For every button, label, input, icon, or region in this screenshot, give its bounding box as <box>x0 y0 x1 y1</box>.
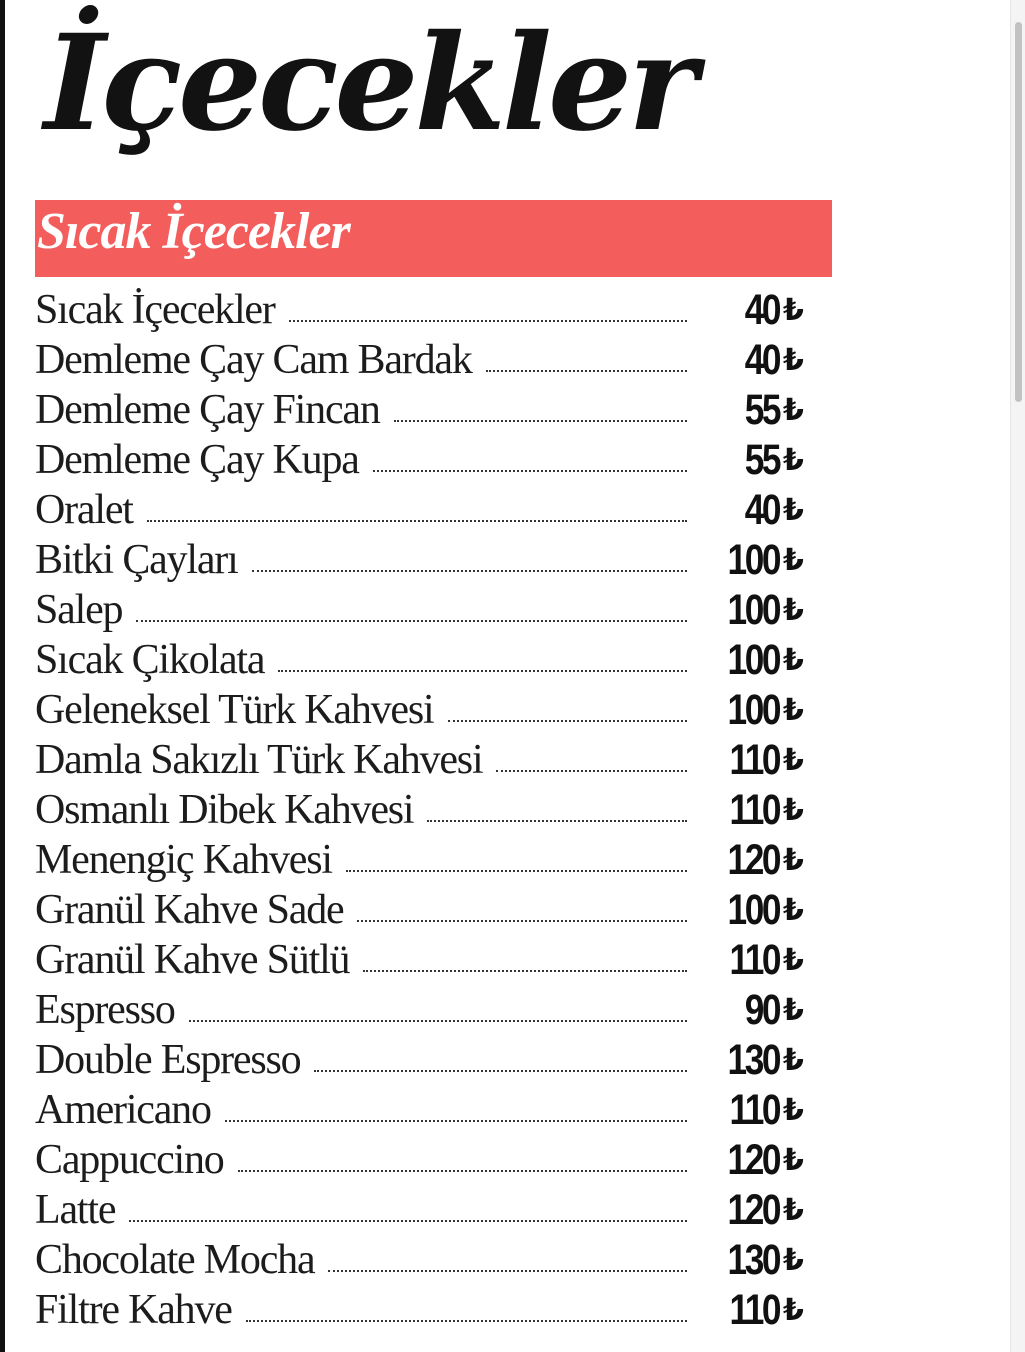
item-price: 130 <box>727 1235 779 1284</box>
item-price: 100 <box>727 685 779 734</box>
menu-item <box>35 1235 815 1285</box>
item-price: 120 <box>727 835 779 884</box>
item-price: 55 <box>744 385 779 434</box>
item-price: 110 <box>729 935 779 984</box>
dotted-leader <box>246 1320 687 1322</box>
item-name: Sıcak İçecekler <box>35 287 275 333</box>
dotted-leader <box>496 770 687 772</box>
dotted-leader <box>238 1170 687 1172</box>
lira-icon: ₺ <box>783 1292 804 1328</box>
item-name: Menengiç Kahvesi <box>35 837 332 883</box>
item-price: 110 <box>729 735 779 784</box>
menu-item <box>35 985 815 1035</box>
lira-icon: ₺ <box>783 1142 804 1178</box>
lira-icon: ₺ <box>783 992 804 1028</box>
item-price: 110 <box>729 1085 779 1134</box>
item-name: Filtre Kahve <box>35 1287 232 1333</box>
dotted-leader <box>252 570 687 572</box>
item-price: 130 <box>727 1035 779 1084</box>
item-name: Oralet <box>35 487 133 533</box>
lira-icon: ₺ <box>783 542 804 578</box>
item-name: Granül Kahve Sade <box>35 887 344 933</box>
menu-item <box>35 1135 815 1185</box>
item-price: 100 <box>727 535 779 584</box>
dotted-leader <box>394 420 687 422</box>
item-name: Double Espresso <box>35 1037 301 1083</box>
lira-icon: ₺ <box>783 892 804 928</box>
item-name: Granül Kahve Sütlü <box>35 937 350 983</box>
menu-item <box>35 535 815 585</box>
lira-icon: ₺ <box>783 792 804 828</box>
dotted-leader <box>136 620 687 622</box>
menu-item <box>35 835 815 885</box>
item-name: Salep <box>35 587 123 633</box>
item-price: 90 <box>744 985 779 1034</box>
menu-item <box>35 285 815 335</box>
dotted-leader <box>189 1020 687 1022</box>
lira-icon: ₺ <box>783 942 804 978</box>
item-name: Espresso <box>35 987 175 1033</box>
dotted-leader <box>225 1120 687 1122</box>
dotted-leader <box>147 520 687 522</box>
dotted-leader <box>363 970 687 972</box>
item-name: Americano <box>35 1087 211 1133</box>
lira-icon: ₺ <box>783 842 804 878</box>
dotted-leader <box>346 870 687 872</box>
page-left-border <box>0 0 5 1352</box>
item-price: 40 <box>744 335 779 384</box>
item-price: 40 <box>744 485 779 534</box>
lira-icon: ₺ <box>783 1242 804 1278</box>
menu-item <box>35 485 815 535</box>
lira-icon: ₺ <box>783 442 804 478</box>
item-price: 120 <box>727 1135 779 1184</box>
dotted-leader <box>278 670 687 672</box>
item-name: Damla Sakızlı Türk Kahvesi <box>35 737 483 783</box>
dotted-leader <box>427 820 687 822</box>
dotted-leader <box>289 320 687 322</box>
item-price: 40 <box>744 285 779 334</box>
menu-item <box>35 885 815 935</box>
item-name: Sıcak Çikolata <box>35 637 265 683</box>
item-price: 120 <box>727 1185 779 1234</box>
menu-item <box>35 785 815 835</box>
dotted-leader <box>129 1220 687 1222</box>
menu-item <box>35 1085 815 1135</box>
item-price: 55 <box>744 435 779 484</box>
dotted-leader <box>448 720 688 722</box>
lira-icon: ₺ <box>783 642 804 678</box>
menu-item <box>35 435 815 485</box>
item-name: Demleme Çay Fincan <box>35 387 380 433</box>
scrollbar-thumb[interactable] <box>1015 22 1022 402</box>
item-name: Latte <box>35 1187 116 1233</box>
lira-icon: ₺ <box>783 1092 804 1128</box>
item-price: 100 <box>727 885 779 934</box>
menu-item <box>35 1035 815 1085</box>
lira-icon: ₺ <box>783 292 804 328</box>
menu-item <box>35 935 815 985</box>
lira-icon: ₺ <box>783 742 804 778</box>
lira-icon: ₺ <box>783 592 804 628</box>
dotted-leader <box>373 470 687 472</box>
dotted-leader <box>314 1070 687 1072</box>
lira-icon: ₺ <box>783 492 804 528</box>
item-price: 100 <box>727 585 779 634</box>
menu-item <box>35 585 815 635</box>
menu-list <box>35 285 815 1335</box>
item-name: Geleneksel Türk Kahvesi <box>35 687 434 733</box>
menu-item <box>35 1285 815 1335</box>
menu-item <box>35 385 815 435</box>
item-name: Cappuccino <box>35 1137 224 1183</box>
lira-icon: ₺ <box>783 1042 804 1078</box>
section-banner <box>35 200 832 277</box>
item-name: Chocolate Mocha <box>35 1237 315 1283</box>
item-name: Bitki Çayları <box>35 537 238 583</box>
menu-item <box>35 1185 815 1235</box>
lira-icon: ₺ <box>783 392 804 428</box>
menu-item <box>35 635 815 685</box>
item-name: Demleme Çay Kupa <box>35 437 359 483</box>
lira-icon: ₺ <box>783 342 804 378</box>
scrollbar[interactable] <box>1010 0 1025 1352</box>
lira-icon: ₺ <box>783 1192 804 1228</box>
dotted-leader <box>328 1270 687 1272</box>
dotted-leader <box>486 370 687 372</box>
dotted-leader <box>357 920 687 922</box>
item-name: Demleme Çay Cam Bardak <box>35 337 472 383</box>
page-title: İçecekler <box>44 6 694 161</box>
item-name: Osmanlı Dibek Kahvesi <box>35 787 414 833</box>
menu-item <box>35 335 815 385</box>
item-price: 110 <box>729 1285 779 1334</box>
section-title: Sıcak İçecekler <box>37 203 350 260</box>
menu-item <box>35 685 815 735</box>
lira-icon: ₺ <box>783 692 804 728</box>
item-price: 100 <box>727 635 779 684</box>
item-price: 110 <box>729 785 779 834</box>
menu-item <box>35 735 815 785</box>
